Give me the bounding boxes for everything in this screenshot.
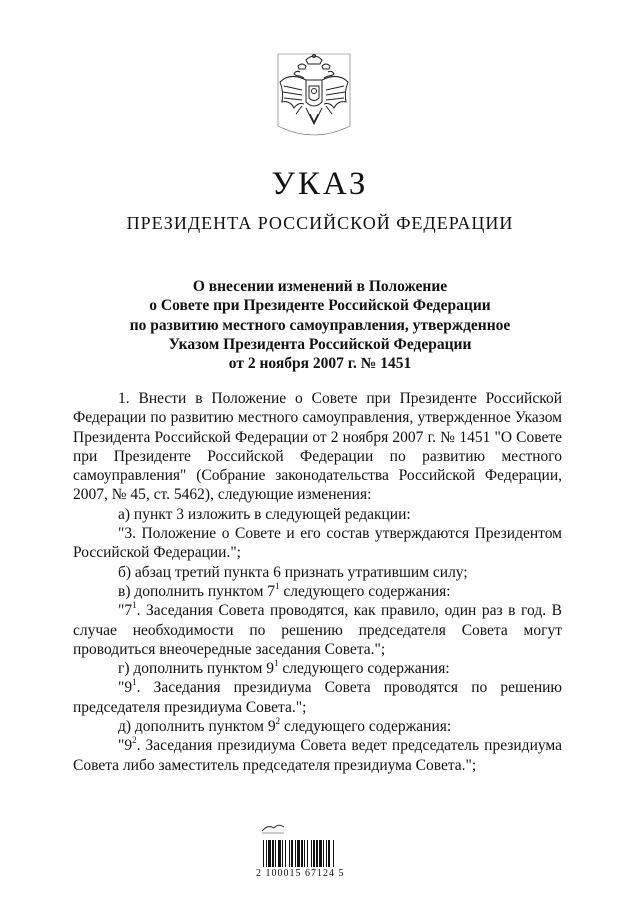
paragraph-7-text-end: следующего содержания: [278,660,450,678]
paragraph-2: а) пункт 3 изложить в следующей редакции: [118,505,411,523]
paragraph-9-text-end: следующего содержания: [280,718,452,736]
paragraph-7 [73,659,562,678]
superscript: 1 [274,658,279,668]
superscript: 2 [275,715,281,726]
paragraph-6 [73,601,562,659]
coat-of-arms-emblem [276,52,352,140]
document-title: УКАЗ [271,166,369,202]
paragraph-5-text: в) дополнить пунктом 7 [118,582,275,600]
paragraph-3: "3. Положение о Совете и его состав утверждаются Президентом Российской Федерации."; [73,525,562,562]
heading-line: Указом Президента Российской Федерации [168,335,472,353]
document-subtitle: ПРЕЗИДЕНТА РОССИЙСКОЙ ФЕДЕРАЦИИ [126,213,514,233]
paragraph-8 [73,678,562,717]
barcode-icon [262,840,374,868]
heading-line: от 2 ноября 2007 г. № 1451 [228,355,412,373]
heading-line: по развитию местного самоуправления, утвержденное [129,316,511,334]
decree-body [73,389,562,775]
paragraph-7-text: г) дополнить пунктом 9 [118,660,275,678]
superscript: 1 [132,677,137,688]
paragraph-10-text: "9 [118,737,133,755]
heading-line: о Совете при Президенте Российской Федерации [149,297,491,315]
print-seal-icon [260,822,286,834]
paragraph-6-text: "7 [118,602,133,620]
paragraph-4: б) абзац третий пункта 6 признать утратившим силу; [118,563,468,581]
barcode-number: 2 100015 67124 5 [256,868,345,879]
paragraph-9-text: д) дополнить пунктом 9 [118,718,276,736]
superscript: 2 [132,735,137,746]
paragraph-8-text: "9 [118,679,133,697]
decree-heading [100,277,540,373]
paragraph-10-text-end: . Заседания президиума Совета ведет председатель президиума Совета либо заместитель председателя президиума Совета."; [73,737,562,774]
paragraph-10 [73,736,562,775]
paragraph-5-text-end: следующего содержания: [279,582,451,600]
paragraph-6-text-end: . Заседания Совета проводятся, как правило, один раз в год. В случае необходимости по решению председателя Совета могут проводиться внеочередные заседания Совета."; [73,602,562,658]
heading-line: О внесении изменений в Положение [192,278,448,295]
superscript: 1 [275,580,280,591]
paragraph-1: 1. Внести в Положение о Совете при Президенте Российской Федерации по развитию местного самоуправления, утвержденное Указом Президента Российской Федерации от 2 ноября 2007 г. № 1451 "О Совете при Президенте Российской Федерации по развитию местного самоуправления" (Собрание законодательства Российской Федерации, 2007, № 45, ст. 5462), следующие изменения: [73,390,562,504]
paragraph-9 [73,717,562,736]
superscript: 1 [132,600,137,611]
paragraph-8-text-end: . Заседания президиума Совета проводятся по решению председателя президиума Совета."; [73,679,562,716]
paragraph-5 [73,582,562,601]
